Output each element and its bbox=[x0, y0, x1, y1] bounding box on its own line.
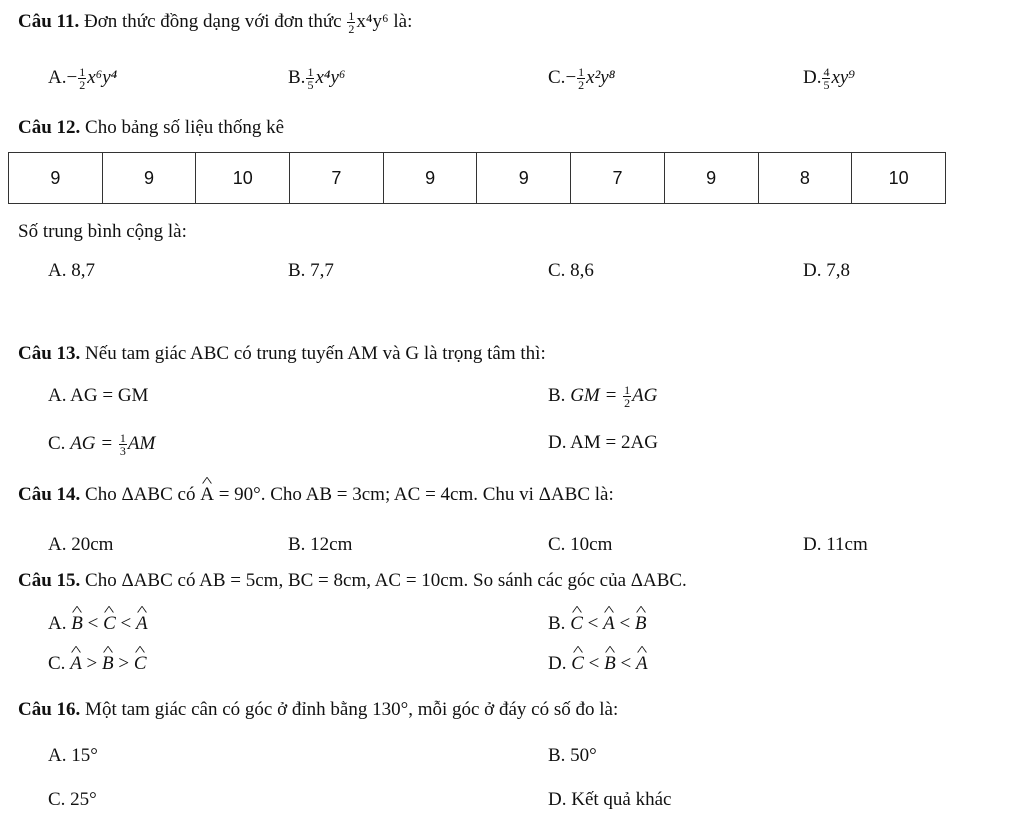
question-label: Câu 12. bbox=[18, 117, 81, 138]
table-row bbox=[9, 153, 946, 204]
option-c[interactable]: C. 10cm bbox=[548, 534, 613, 555]
question-text: Cho ΔABC có AB = 5cm, BC = 8cm, AC = 10cm. So sánh các góc của ΔABC. bbox=[80, 570, 687, 591]
monomial: x²y⁸ bbox=[586, 66, 616, 88]
sign: − bbox=[565, 66, 577, 88]
question-12-stem bbox=[18, 118, 284, 137]
question-text: = 90°. Cho AB = 3cm; AC = 4cm. Chu vi ΔABC là: bbox=[213, 484, 614, 505]
monomial: x⁴y⁶ bbox=[356, 10, 389, 32]
denominator: 2 bbox=[624, 396, 631, 410]
option-b[interactable]: B. 50° bbox=[548, 745, 597, 766]
denominator: 5 bbox=[307, 78, 314, 92]
table-cell: 10 bbox=[852, 153, 946, 204]
operator: > bbox=[81, 653, 103, 674]
question-text-tail: là: bbox=[388, 10, 413, 32]
option-c[interactable] bbox=[548, 66, 615, 91]
expression: AG bbox=[632, 384, 658, 406]
option-d[interactable] bbox=[548, 654, 648, 673]
operator: < bbox=[82, 613, 104, 634]
fraction bbox=[78, 66, 86, 91]
angle-symbol: ^ B bbox=[102, 654, 114, 673]
numerator: 1 bbox=[119, 431, 126, 445]
question-text: Một tam giác cân có góc ở đỉnh bằng 130°, mỗi góc ở đáy có số đo là: bbox=[80, 699, 619, 720]
option-d[interactable]: D. Kết quả khác bbox=[548, 789, 672, 810]
angle-symbol: ^ C bbox=[570, 614, 583, 633]
question-13-stem bbox=[18, 344, 546, 363]
angle-symbol: ^ C bbox=[571, 654, 584, 673]
fraction bbox=[822, 66, 830, 91]
question-text: Đơn thức đồng dạng với đơn thức bbox=[79, 10, 347, 32]
denominator: 5 bbox=[823, 78, 830, 92]
fraction bbox=[347, 10, 355, 35]
angle-symbol: ^ A bbox=[200, 485, 214, 504]
angle-symbol: ^ C bbox=[103, 614, 116, 633]
question-14-stem bbox=[18, 485, 614, 504]
option-d[interactable]: D. 7,8 bbox=[803, 260, 850, 281]
table-cell: 9 bbox=[664, 153, 758, 204]
question-label: Câu 11. bbox=[18, 10, 80, 32]
angle-symbol: ^ A bbox=[603, 614, 615, 633]
option-c[interactable] bbox=[48, 432, 155, 457]
question-text: Nếu tam giác ABC có trung tuyến AM và G là trọng tâm thì: bbox=[80, 343, 546, 364]
table-cell: 10 bbox=[196, 153, 290, 204]
question-label: Câu 14. bbox=[18, 484, 81, 505]
denominator: 2 bbox=[578, 78, 585, 92]
option-b[interactable] bbox=[288, 66, 346, 91]
option-b[interactable]: B. 12cm bbox=[288, 534, 353, 555]
expression: AG = bbox=[70, 432, 118, 454]
operator: < bbox=[583, 653, 605, 674]
option-letter: C. bbox=[548, 66, 566, 88]
table-cell: 9 bbox=[9, 153, 103, 204]
monomial: x⁴y⁶ bbox=[315, 66, 346, 88]
question-11-stem bbox=[18, 10, 412, 35]
question-15-stem bbox=[18, 571, 687, 590]
option-c[interactable] bbox=[48, 654, 147, 673]
numerator: 1 bbox=[578, 65, 585, 79]
option-a[interactable] bbox=[48, 614, 148, 633]
numerator: 1 bbox=[307, 65, 314, 79]
option-letter: A. bbox=[48, 66, 67, 88]
option-a[interactable]: A. 15° bbox=[48, 745, 98, 766]
angle-symbol: ^ C bbox=[134, 654, 147, 673]
sign: − bbox=[66, 66, 78, 88]
angle-symbol: ^ B bbox=[635, 614, 647, 633]
option-letter: D. bbox=[803, 66, 822, 88]
option-d[interactable]: D. 11cm bbox=[803, 534, 868, 555]
option-a[interactable]: A. 8,7 bbox=[48, 260, 95, 281]
numerator: 1 bbox=[624, 383, 631, 397]
numerator: 1 bbox=[79, 65, 86, 79]
option-letter: C. bbox=[48, 653, 66, 674]
operator: < bbox=[582, 613, 604, 634]
table-cell: 7 bbox=[571, 153, 665, 204]
option-c[interactable]: C. 8,6 bbox=[548, 260, 594, 281]
option-letter: B. bbox=[548, 384, 566, 406]
expression: AM bbox=[127, 432, 156, 454]
numerator: 4 bbox=[823, 65, 830, 79]
option-letter: C. bbox=[48, 432, 66, 454]
fraction bbox=[306, 66, 314, 91]
option-letter: B. bbox=[548, 613, 566, 634]
operator: > bbox=[113, 653, 134, 674]
option-letter: B. bbox=[288, 66, 306, 88]
question-label: Câu 13. bbox=[18, 343, 81, 364]
question-16-stem bbox=[18, 700, 618, 719]
option-a[interactable]: A. 20cm bbox=[48, 534, 114, 555]
option-letter: D. bbox=[548, 653, 567, 674]
option-d[interactable]: D. AM = 2AG bbox=[548, 432, 658, 453]
fraction bbox=[577, 66, 585, 91]
angle-symbol: ^ A bbox=[136, 614, 148, 633]
numerator: 1 bbox=[348, 9, 355, 23]
option-a[interactable] bbox=[48, 66, 117, 91]
operator: < bbox=[115, 613, 136, 634]
table-cell: 8 bbox=[758, 153, 852, 204]
fraction bbox=[119, 432, 127, 457]
denominator: 2 bbox=[79, 78, 86, 92]
option-b[interactable]: B. 7,7 bbox=[288, 260, 334, 281]
angle-symbol: ^ B bbox=[604, 654, 616, 673]
statistics-table bbox=[8, 152, 946, 204]
option-b[interactable] bbox=[548, 384, 657, 409]
option-d[interactable] bbox=[803, 66, 855, 91]
question-label: Câu 16. bbox=[18, 699, 81, 720]
operator: < bbox=[615, 653, 636, 674]
table-cell: 9 bbox=[102, 153, 196, 204]
option-c[interactable]: C. 25° bbox=[48, 789, 97, 810]
question-text: Cho ΔABC có bbox=[80, 484, 201, 505]
monomial: xy⁹ bbox=[831, 66, 855, 88]
expression: GM = bbox=[570, 384, 623, 406]
table-cell: 9 bbox=[477, 153, 571, 204]
operator: < bbox=[614, 613, 635, 634]
angle-symbol: ^ A bbox=[70, 654, 82, 673]
question-text: Cho bảng số liệu thống kê bbox=[80, 117, 284, 138]
fraction bbox=[623, 384, 631, 409]
option-a[interactable]: A. AG = GM bbox=[48, 385, 149, 406]
monomial: x⁶y⁴ bbox=[87, 66, 118, 88]
option-b[interactable] bbox=[548, 614, 647, 633]
table-cell: 9 bbox=[383, 153, 477, 204]
table-cell: 7 bbox=[290, 153, 384, 204]
question-label: Câu 15. bbox=[18, 570, 81, 591]
question-12-prompt: Số trung bình cộng là: bbox=[18, 221, 187, 242]
angle-symbol: ^ B bbox=[71, 614, 83, 633]
denominator: 2 bbox=[348, 22, 355, 36]
denominator: 3 bbox=[119, 444, 126, 458]
option-letter: A. bbox=[48, 613, 67, 634]
angle-symbol: ^ A bbox=[636, 654, 648, 673]
